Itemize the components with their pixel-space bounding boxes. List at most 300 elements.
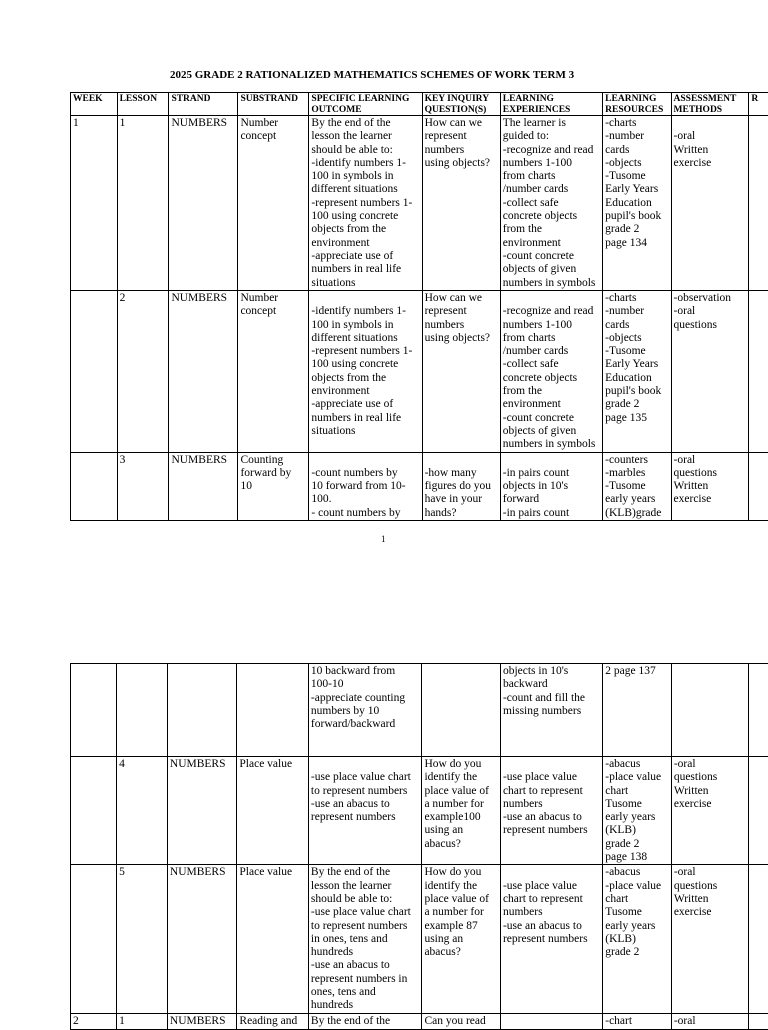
cell-line: numbers in symbols (503, 277, 596, 289)
cell-line: grade 2 (605, 398, 639, 410)
assessment-cell (671, 452, 749, 520)
cell-line: -marbles (605, 467, 645, 479)
cell-line: cards (605, 319, 629, 331)
remarks-cell (749, 664, 768, 757)
page-number: 1 (381, 534, 386, 544)
cell-line: Education (605, 372, 652, 384)
cell-line: ones, tens and (311, 986, 376, 998)
cell-line: -objects (605, 332, 641, 344)
cell-line: abacus? (424, 946, 460, 958)
cell-line: environment (503, 237, 561, 249)
cell-line: different situations (311, 183, 397, 195)
cell-line: QUESTION(S) (425, 105, 487, 115)
week-cell (71, 291, 118, 453)
cell-line: page 134 (605, 237, 647, 249)
cell-line: from charts (503, 332, 556, 344)
outcome-cell (308, 664, 422, 757)
cell-line: 100 in symbols in (311, 170, 393, 182)
cell-line: early years (605, 811, 655, 823)
cell-line: chart (605, 785, 628, 797)
cell-line: should be able to: (311, 144, 392, 156)
cell-line: OUTCOME (311, 105, 361, 115)
table-row (71, 757, 768, 865)
cell-line: identify the (424, 880, 477, 892)
cell-line: -use place value (503, 771, 577, 783)
cell-line: -use place value (503, 880, 577, 892)
experiences-cell (500, 291, 602, 453)
cell-line: - count numbers by (311, 507, 400, 519)
cell-line: questions (674, 771, 717, 783)
cell-line: -represent numbers 1- (311, 345, 412, 357)
cell-line: grade 2 (605, 223, 639, 235)
cell-line: -abacus (605, 866, 640, 878)
cell-line: -collect safe (503, 197, 559, 209)
cell-line: 2 (73, 1015, 79, 1027)
experiences-cell (500, 116, 602, 291)
cell-line: 1 (73, 117, 79, 129)
cell-line: cards (605, 144, 629, 156)
cell-line: -oral (674, 1015, 696, 1027)
cell-line: (KLB) (605, 933, 636, 945)
cell-line: /number cards (503, 183, 568, 195)
cell-line: -represent numbers 1- (311, 197, 412, 209)
cell-line: place value of (424, 893, 489, 905)
substrand-cell (237, 1014, 309, 1029)
cell-line: -charts (605, 117, 636, 129)
cell-line: numbers in real life (311, 412, 401, 424)
cell-line: concept (240, 130, 276, 142)
cell-line: numbers in symbols (503, 438, 596, 450)
remarks-cell (749, 291, 768, 453)
cell-line: -oral (674, 866, 696, 878)
cell-line: -oral (674, 454, 696, 466)
cell-line: questions (674, 880, 717, 892)
lesson-cell (117, 452, 169, 520)
cell-line: -use an abacus to (503, 920, 582, 932)
cell-line: -oral (674, 130, 696, 142)
cell-line: numbers (425, 144, 465, 156)
outcome-cell (308, 757, 422, 865)
cell-line: forward by (240, 467, 291, 479)
experiences-cell (500, 757, 602, 865)
cell-line: -identify numbers 1- (311, 157, 406, 169)
schemes-table-page-1 (70, 92, 768, 521)
substrand-cell (238, 452, 309, 520)
assessment-cell (671, 116, 749, 291)
cell-line: NUMBERS (170, 866, 226, 878)
cell-line: grade 2 (605, 946, 639, 958)
cell-line: NUMBERS (171, 117, 227, 129)
cell-line: WEEK (73, 94, 103, 104)
strand-cell (169, 116, 238, 291)
cell-line: -count numbers by (311, 467, 397, 479)
outcome-cell (308, 865, 422, 1014)
cell-line: SUBSTRAND (240, 94, 298, 104)
week-cell (71, 452, 118, 520)
cell-line: page 135 (605, 412, 647, 424)
cell-line: How do you (424, 866, 481, 878)
cell-line: By the end of the (311, 1015, 390, 1027)
cell-line: a number for (424, 906, 483, 918)
lesson-cell (117, 664, 168, 757)
cell-line: concept (240, 305, 276, 317)
cell-line: -appreciate use of (311, 250, 393, 262)
cell-line: 1 (119, 1015, 125, 1027)
cell-line: numbers 1-100 (503, 157, 572, 169)
inquiry-cell (422, 452, 500, 520)
cell-line: LESSON (120, 94, 158, 104)
cell-line: environment (311, 385, 369, 397)
cell-line: to represent numbers (311, 920, 407, 932)
week-cell (71, 664, 117, 757)
resources-cell (603, 865, 672, 1014)
cell-line: represent (425, 130, 467, 142)
cell-line: -Tusome (605, 480, 645, 492)
cell-line: figures do you (425, 480, 491, 492)
remarks-cell (749, 865, 768, 1014)
column-header (71, 93, 118, 116)
cell-line: -identify numbers 1- (311, 305, 406, 317)
cell-line: chart to represent (503, 785, 583, 797)
cell-line: Tusome (605, 906, 642, 918)
cell-line: 10 (240, 480, 252, 492)
cell-line: a number for (424, 798, 483, 810)
week-cell (71, 1014, 117, 1029)
strand-cell (167, 664, 237, 757)
resources-cell (603, 1014, 672, 1029)
cell-line: Tusome (605, 798, 642, 810)
cell-line: The learner is (503, 117, 566, 129)
assessment-cell (671, 757, 748, 865)
outcome-cell (308, 1014, 422, 1029)
cell-line: ASSESSMENT (674, 94, 737, 104)
cell-line: LEARNING (605, 94, 656, 104)
cell-line: NUMBERS (170, 1015, 226, 1027)
cell-line: different situations (311, 332, 397, 344)
schemes-table-page-2 (70, 663, 768, 1030)
cell-line: pupil's book (605, 385, 661, 397)
cell-line: 2 page 137 (605, 665, 655, 677)
strand-cell (167, 1014, 237, 1029)
cell-line: 4 (119, 758, 125, 770)
resources-cell (603, 291, 671, 453)
remarks-cell (749, 1014, 768, 1029)
cell-line: LEARNING (503, 94, 554, 104)
header-row (71, 93, 768, 116)
resources-cell (603, 116, 671, 291)
column-header (500, 93, 602, 116)
cell-line: using an (424, 933, 463, 945)
cell-line: objects from the (311, 223, 386, 235)
cell-line: exercise (674, 798, 712, 810)
cell-line: -recognize and read (503, 305, 594, 317)
cell-line: 100 using concrete (311, 358, 398, 370)
cell-line: Written (674, 785, 709, 797)
cell-line: questions (674, 467, 717, 479)
cell-line: -use an abacus to (503, 811, 582, 823)
cell-line: objects of given (503, 263, 576, 275)
column-header (169, 93, 238, 116)
cell-line: -use an abacus to (311, 959, 390, 971)
cell-line: exercise (674, 157, 712, 169)
cell-line: using objects? (425, 332, 490, 344)
cell-line: numbers in real life (311, 263, 401, 275)
substrand-cell (237, 664, 309, 757)
cell-line: NUMBERS (171, 454, 227, 466)
cell-line: from the (503, 223, 542, 235)
table-row (71, 291, 768, 453)
table-row (71, 116, 768, 291)
cell-line: -count and fill the (503, 692, 585, 704)
cell-line: hundreds (311, 946, 353, 958)
experiences-cell (500, 664, 602, 757)
cell-line: -recognize and read (503, 144, 594, 156)
substrand-cell (237, 865, 309, 1014)
cell-line: -in pairs count (503, 507, 569, 519)
cell-line: situations (311, 277, 355, 289)
strand-cell (167, 865, 237, 1014)
cell-line: -chart (605, 1015, 632, 1027)
cell-line: Early Years (605, 358, 658, 370)
strand-cell (167, 757, 237, 865)
cell-line: -counters (605, 454, 648, 466)
cell-line: grade 2 (605, 838, 639, 850)
remarks-cell (749, 452, 768, 520)
cell-line: questions (674, 319, 717, 331)
remarks-cell (749, 116, 768, 291)
cell-line: 3 (120, 454, 126, 466)
lesson-cell (117, 757, 168, 865)
cell-line: abacus? (424, 838, 460, 850)
cell-line: -place value (605, 771, 661, 783)
inquiry-cell (422, 757, 501, 865)
cell-line: represent (425, 305, 467, 317)
column-header (603, 93, 671, 116)
cell-line: STRAND (171, 94, 210, 104)
cell-line: (KLB)grade (605, 507, 661, 519)
cell-line: 5 (119, 866, 125, 878)
cell-line: represent numbers (503, 824, 588, 836)
cell-line: in ones, tens and (311, 933, 388, 945)
lesson-cell (117, 1014, 168, 1029)
cell-line: -use place value chart (311, 906, 411, 918)
cell-line: from charts (503, 170, 556, 182)
experiences-cell (500, 1014, 602, 1029)
experiences-cell (500, 865, 602, 1014)
cell-line: example 87 (424, 920, 477, 932)
assessment-cell (671, 1014, 748, 1029)
cell-line: pupil's book (605, 210, 661, 222)
cell-line: (KLB) (605, 824, 636, 836)
cell-line: EXPERIENCES (503, 105, 571, 115)
cell-line: example100 (424, 811, 480, 823)
cell-line: -oral (674, 758, 696, 770)
cell-line: environment (311, 237, 369, 249)
cell-line: objects in 10's (503, 480, 568, 492)
cell-line: missing numbers (503, 705, 581, 717)
table-row (71, 664, 768, 757)
cell-line: identify the (424, 771, 477, 783)
cell-line: SPECIFIC LEARNING (311, 94, 409, 104)
assessment-cell (671, 291, 749, 453)
cell-line: NUMBERS (171, 292, 227, 304)
cell-line: objects of given (503, 425, 576, 437)
inquiry-cell (422, 116, 500, 291)
substrand-cell (238, 116, 309, 291)
remarks-cell (749, 757, 768, 865)
page-title: 2025 GRADE 2 RATIONALIZED MATHEMATICS SCHEMES OF WORK TERM 3 (170, 69, 574, 81)
cell-line: forward/backward (311, 718, 395, 730)
cell-line: concrete objects (503, 372, 577, 384)
cell-line: have in your (425, 493, 482, 505)
cell-line: from the (503, 385, 542, 397)
inquiry-cell (422, 664, 501, 757)
cell-line: to represent numbers (311, 785, 407, 797)
column-header (422, 93, 500, 116)
cell-line: 100-10 (311, 678, 344, 690)
column-header (309, 93, 422, 116)
cell-line: guided to: (503, 130, 549, 142)
outcome-cell (309, 291, 422, 453)
substrand-cell (238, 291, 309, 453)
cell-line: represent numbers (311, 811, 396, 823)
lesson-cell (117, 865, 168, 1014)
cell-line: -how many (425, 467, 477, 479)
cell-line: NUMBERS (170, 758, 226, 770)
cell-line: -appreciate use of (311, 398, 393, 410)
cell-line: Counting (240, 454, 283, 466)
cell-line: exercise (674, 493, 712, 505)
column-header (117, 93, 169, 116)
cell-line: KEY INQUIRY (425, 94, 490, 104)
cell-line: Can you read (424, 1015, 485, 1027)
cell-line: hands? (425, 507, 457, 519)
cell-line: Number (240, 117, 278, 129)
cell-line: -use place value chart (311, 771, 411, 783)
cell-line: -number (605, 130, 644, 142)
cell-line: -count concrete (503, 412, 574, 424)
cell-line: -oral (674, 305, 696, 317)
week-cell (71, 116, 118, 291)
column-header (238, 93, 309, 116)
cell-line: -place value (605, 880, 661, 892)
cell-line: -objects (605, 157, 641, 169)
cell-line: place value of (424, 785, 489, 797)
table-row (71, 865, 768, 1014)
strand-cell (169, 452, 238, 520)
cell-line: numbers (503, 906, 543, 918)
cell-line: Written (674, 144, 709, 156)
cell-line: represent numbers (503, 933, 588, 945)
outcome-cell (309, 452, 422, 520)
table-row (71, 452, 768, 520)
cell-line: Place value (239, 866, 292, 878)
cell-line: Early Years (605, 183, 658, 195)
cell-line: By the end of the (311, 117, 390, 129)
cell-line: numbers (503, 798, 543, 810)
cell-line: METHODS (674, 105, 723, 115)
cell-line: represent numbers in (311, 973, 407, 985)
cell-line: objects from the (311, 372, 386, 384)
cell-line: RESOURCES (605, 105, 663, 115)
cell-line: -number (605, 305, 644, 317)
assessment-cell (671, 865, 748, 1014)
cell-line: 100 in symbols in (311, 319, 393, 331)
week-cell (71, 865, 117, 1014)
cell-line: early years (605, 493, 655, 505)
cell-line: -use an abacus to (311, 798, 390, 810)
resources-cell (603, 452, 671, 520)
resources-cell (603, 757, 672, 865)
cell-line: using an (424, 824, 463, 836)
outcome-cell (309, 116, 422, 291)
cell-line: early years (605, 920, 655, 932)
cell-line: How can we (425, 117, 482, 129)
inquiry-cell (422, 1014, 501, 1029)
inquiry-cell (422, 865, 501, 1014)
cell-line: backward (503, 678, 548, 690)
cell-line: -abacus (605, 758, 640, 770)
cell-line: -charts (605, 292, 636, 304)
cell-line: -in pairs count (503, 467, 569, 479)
cell-line: -collect safe (503, 358, 559, 370)
cell-line: 10 forward from 10- (311, 480, 405, 492)
cell-line: 2 (120, 292, 126, 304)
cell-line: objects in 10's (503, 665, 568, 677)
cell-line: exercise (674, 906, 712, 918)
cell-line: Place value (239, 758, 292, 770)
cell-line: How can we (425, 292, 482, 304)
cell-line: Reading and (239, 1015, 297, 1027)
week-cell (71, 757, 117, 865)
cell-line: By the end of the (311, 866, 390, 878)
cell-line: concrete objects (503, 210, 577, 222)
cell-line: How do you (424, 758, 481, 770)
inquiry-cell (422, 291, 500, 453)
cell-line: forward (503, 493, 539, 505)
assessment-cell (671, 664, 748, 757)
cell-line: Written (674, 893, 709, 905)
cell-line: chart (605, 893, 628, 905)
column-header (749, 93, 768, 116)
cell-line: -Tusome (605, 170, 645, 182)
cell-line: -count concrete (503, 250, 574, 262)
lesson-cell (117, 291, 169, 453)
lesson-cell (117, 116, 169, 291)
experiences-cell (500, 452, 602, 520)
substrand-cell (237, 757, 309, 865)
resources-cell (603, 664, 672, 757)
cell-line: numbers (425, 319, 465, 331)
cell-line: environment (503, 398, 561, 410)
cell-line: -Tusome (605, 345, 645, 357)
cell-line: R (751, 94, 758, 104)
cell-line: situations (311, 425, 355, 437)
cell-line: 1 (120, 117, 126, 129)
cell-line: Number (240, 292, 278, 304)
table-row (71, 1014, 768, 1029)
cell-line: page 138 (605, 851, 647, 863)
cell-line: hundreds (311, 999, 353, 1011)
cell-line: numbers by 10 (311, 705, 379, 717)
cell-line: -appreciate counting (311, 692, 405, 704)
cell-line: lesson the learner (311, 130, 391, 142)
cell-line: 100. (311, 493, 331, 505)
cell-line: using objects? (425, 157, 490, 169)
cell-line: chart to represent (503, 893, 583, 905)
cell-line: lesson the learner (311, 880, 391, 892)
cell-line: Written (674, 480, 709, 492)
